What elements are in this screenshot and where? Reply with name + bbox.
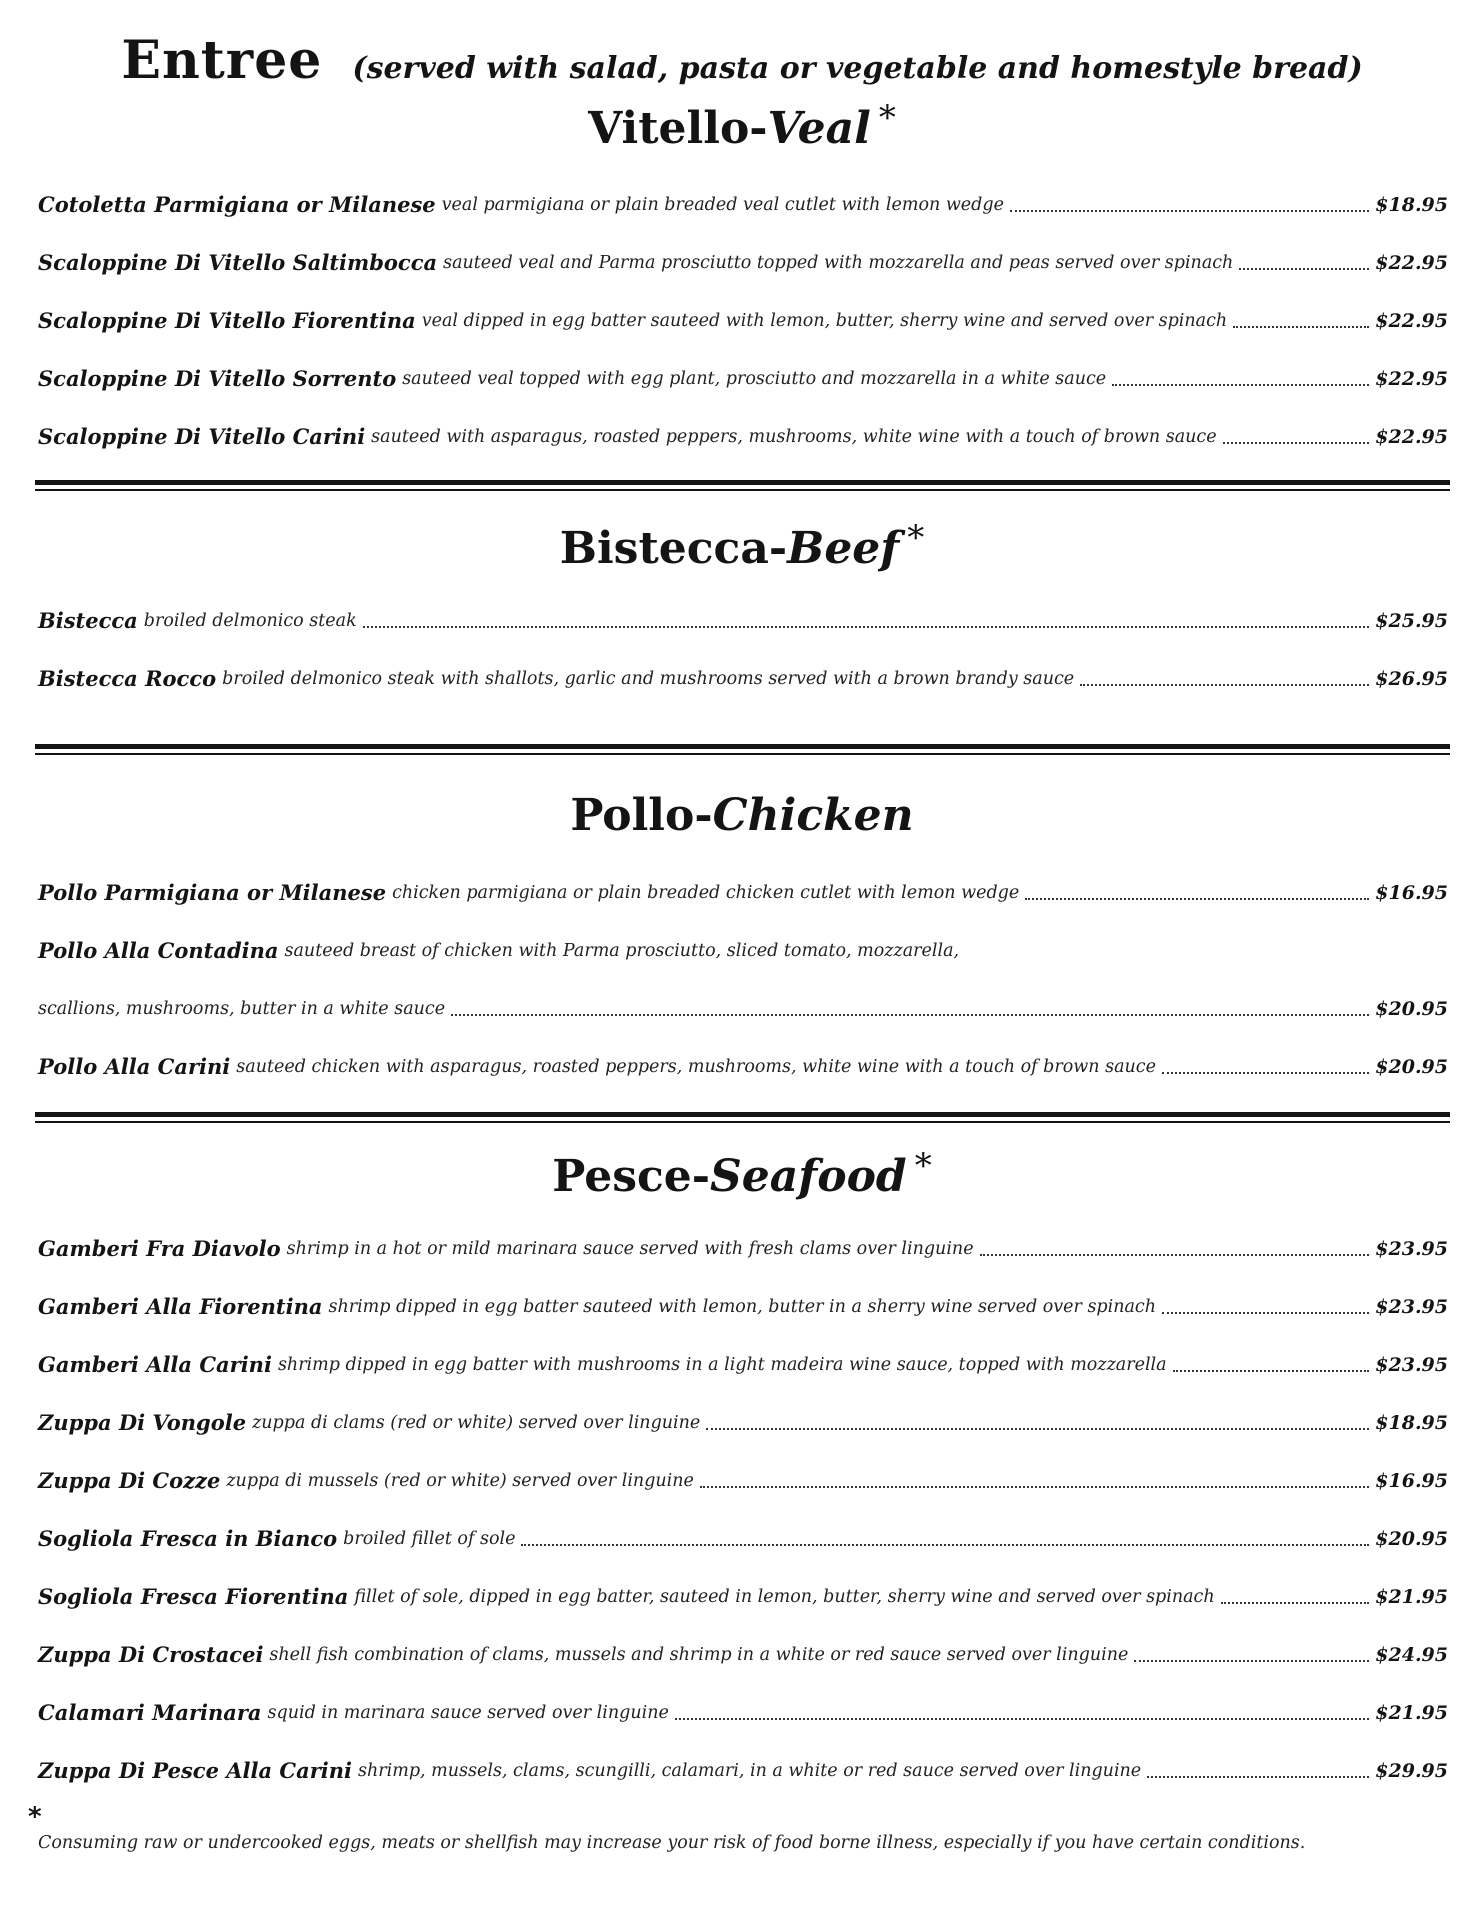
item-description: scallions, mushrooms, butter in a white sauce xyxy=(38,999,446,1019)
item-name: Calamari Marinara xyxy=(38,1700,262,1725)
menu-item xyxy=(38,416,1448,450)
item-price: $23.95 xyxy=(1375,1296,1448,1318)
dot-leader xyxy=(363,625,1370,628)
menu-item xyxy=(38,1046,1448,1080)
section-title-italian: Pesce- xyxy=(552,1151,711,1202)
dot-leader xyxy=(1239,267,1369,270)
item-price: $20.95 xyxy=(1375,1056,1448,1078)
menu-item xyxy=(38,1286,1448,1320)
dot-leader xyxy=(1162,1311,1369,1314)
dot-leader xyxy=(1147,1775,1369,1778)
item-description: shrimp dipped in egg batter sauteed with lemon, butter in a sherry wine served over spinach xyxy=(328,1297,1157,1317)
item-description: zuppa di mussels (red or white) served over linguine xyxy=(226,1471,694,1491)
item-name: Bistecca Rocco xyxy=(38,666,217,691)
item-description: sauteed with asparagus, roasted peppers, mushrooms, white wine with a touch of brown sauce xyxy=(371,427,1217,447)
item-name: Gamberi Fra Diavolo xyxy=(38,1236,281,1261)
item-name: Bistecca xyxy=(38,608,138,633)
item-description: sauteed breast of chicken with Parma prosciutto, sliced tomato, mozzarella, xyxy=(284,941,960,961)
item-name: Zuppa Di Cozze xyxy=(38,1468,221,1493)
page-header xyxy=(0,30,1484,91)
dot-leader xyxy=(1162,1071,1369,1074)
menu-item xyxy=(38,930,959,964)
asterisk-marker: * xyxy=(907,518,925,558)
item-price: $22.95 xyxy=(1375,426,1448,448)
asterisk-marker: * xyxy=(878,98,896,138)
item-name: Pollo Alla Carini xyxy=(38,1054,231,1079)
item-price: $22.95 xyxy=(1375,252,1448,274)
asterisk-marker: * xyxy=(914,1146,932,1186)
dot-leader xyxy=(1010,209,1369,212)
item-name: Scaloppine Di Vitello Sorrento xyxy=(38,366,397,391)
item-description: sauteed veal and Parma prosciutto topped with mozzarella and peas served over spinach xyxy=(443,253,1234,273)
item-description: veal dipped in egg batter sauteed with lemon, butter, sherry wine and served over spinach xyxy=(421,311,1228,331)
item-description: shell fish combination of clams, mussels and shrimp in a white or red sauce served over linguine xyxy=(269,1645,1129,1665)
menu-item xyxy=(38,242,1448,276)
section-title-english: Beef xyxy=(787,523,900,574)
section-title-english: Chicken xyxy=(712,790,914,841)
page-title: Entree xyxy=(121,30,323,91)
item-name: Scaloppine Di Vitello Fiorentina xyxy=(38,308,416,333)
item-price: $18.95 xyxy=(1375,1412,1448,1434)
item-description: shrimp dipped in egg batter with mushrooms in a light madeira wine sauce, topped with mozzarella xyxy=(277,1355,1167,1375)
menu-item xyxy=(38,184,1448,218)
item-name: Scaloppine Di Vitello Saltimbocca xyxy=(38,250,438,275)
menu-item xyxy=(38,1576,1448,1610)
section-divider xyxy=(35,744,1450,755)
section-title-italian: Bistecca- xyxy=(559,523,788,574)
item-price: $24.95 xyxy=(1375,1644,1448,1666)
section-title-beef xyxy=(0,518,1484,574)
item-price: $21.95 xyxy=(1375,1702,1448,1724)
item-description: zuppa di clams (red or white) served over linguine xyxy=(252,1413,701,1433)
item-description: sauteed chicken with asparagus, roasted peppers, mushrooms, white wine with a touch of brown sauce xyxy=(236,1057,1156,1077)
item-description: chicken parmigiana or plain breaded chicken cutlet with lemon wedge xyxy=(392,883,1020,903)
dot-leader xyxy=(706,1427,1369,1430)
item-description: broiled fillet of sole xyxy=(343,1529,516,1549)
section-title-italian: Vitello- xyxy=(588,103,768,154)
menu-item xyxy=(38,358,1448,392)
item-name: Zuppa Di Vongole xyxy=(38,1410,247,1435)
item-price: $21.95 xyxy=(1375,1586,1448,1608)
menu-item xyxy=(38,1228,1448,1262)
dot-leader xyxy=(1221,1601,1370,1604)
dot-leader xyxy=(1173,1369,1370,1372)
item-price: $22.95 xyxy=(1375,310,1448,332)
item-name: Gamberi Alla Carini xyxy=(38,1352,272,1377)
item-description: veal parmigiana or plain breaded veal cutlet with lemon wedge xyxy=(441,195,1004,215)
dot-leader xyxy=(1134,1659,1369,1662)
section-title-english: Veal xyxy=(767,103,871,154)
item-description: broiled delmonico steak xyxy=(143,611,357,631)
menu-item xyxy=(38,1692,1448,1726)
page-subtitle: (served with salad, pasta or vegetable and homestyle bread) xyxy=(352,51,1363,86)
dot-leader xyxy=(1233,325,1369,328)
footnote-text: Consuming raw or undercooked eggs, meats or shellfish may increase your risk of food borne illness, especially if you have certain conditions. xyxy=(38,1833,1306,1853)
menu-item xyxy=(38,1402,1448,1436)
item-name: Scaloppine Di Vitello Carini xyxy=(38,424,366,449)
item-price: $22.95 xyxy=(1375,368,1448,390)
item-price: $23.95 xyxy=(1375,1238,1448,1260)
item-price: $16.95 xyxy=(1375,1470,1448,1492)
item-price: $23.95 xyxy=(1375,1354,1448,1376)
menu-item xyxy=(38,1460,1448,1494)
dot-leader xyxy=(1025,897,1369,900)
item-price: $26.95 xyxy=(1375,668,1448,690)
item-price: $16.95 xyxy=(1375,882,1448,904)
item-name: Sogliola Fresca in Bianco xyxy=(38,1526,338,1551)
dot-leader xyxy=(451,1013,1369,1016)
dot-leader xyxy=(521,1543,1369,1546)
footnote-asterisk: * xyxy=(28,1802,42,1832)
menu-item xyxy=(38,1518,1448,1552)
item-name: Pollo Parmigiana or Milanese xyxy=(38,880,387,905)
menu-item xyxy=(38,1634,1448,1668)
menu-item xyxy=(38,872,1448,906)
section-title-seafood xyxy=(0,1146,1484,1202)
menu-item xyxy=(38,600,1448,634)
item-description: shrimp in a hot or mild marinara sauce served with fresh clams over linguine xyxy=(286,1239,974,1259)
item-price: $20.95 xyxy=(1375,1528,1448,1550)
dot-leader xyxy=(1223,441,1370,444)
section-divider xyxy=(35,1112,1450,1123)
item-name: Zuppa Di Crostacei xyxy=(38,1642,264,1667)
item-name: Gamberi Alla Fiorentina xyxy=(38,1294,323,1319)
menu-item xyxy=(38,1750,1448,1784)
dot-leader xyxy=(700,1485,1369,1488)
item-description: squid in marinara sauce served over linguine xyxy=(267,1703,669,1723)
item-description: sauteed veal topped with egg plant, prosciutto and mozzarella in a white sauce xyxy=(402,369,1107,389)
section-title-chicken xyxy=(0,790,1484,841)
dot-leader xyxy=(1112,383,1369,386)
item-name: Pollo Alla Contadina xyxy=(38,938,279,963)
item-description: fillet of sole, dipped in egg batter, sauteed in lemon, butter, sherry wine and served over spinach xyxy=(354,1587,1215,1607)
item-description: broiled delmonico steak with shallots, garlic and mushrooms served with a brown brandy sauce xyxy=(222,669,1075,689)
menu-item xyxy=(38,300,1448,334)
item-name: Sogliola Fresca Fiorentina xyxy=(38,1584,349,1609)
dot-leader xyxy=(980,1253,1370,1256)
section-title-italian: Pollo- xyxy=(570,790,713,841)
dot-leader xyxy=(1080,683,1369,686)
menu-item xyxy=(38,1344,1448,1378)
menu-item xyxy=(38,658,1448,692)
item-price: $25.95 xyxy=(1375,610,1448,632)
menu-item-continuation xyxy=(38,988,1448,1022)
section-title-veal xyxy=(0,98,1484,154)
section-title-english: Seafood xyxy=(710,1151,907,1202)
section-divider xyxy=(35,480,1450,491)
item-name: Cotoletta Parmigiana or Milanese xyxy=(38,192,436,217)
item-name: Zuppa Di Pesce Alla Carini xyxy=(38,1758,353,1783)
item-price: $29.95 xyxy=(1375,1760,1448,1782)
item-price: $18.95 xyxy=(1375,194,1448,216)
dot-leader xyxy=(675,1717,1369,1720)
item-description: shrimp, mussels, clams, scungilli, calamari, in a white or red sauce served over linguine xyxy=(358,1761,1142,1781)
item-price: $20.95 xyxy=(1375,998,1448,1020)
